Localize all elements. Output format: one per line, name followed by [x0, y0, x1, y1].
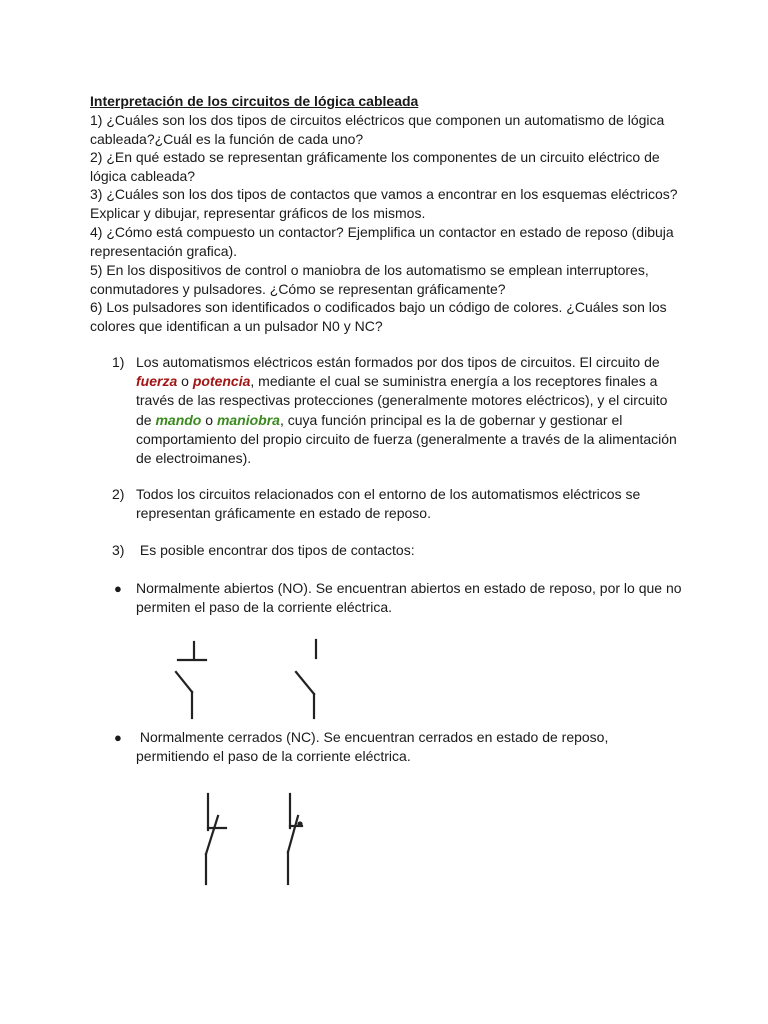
- bullet-icon: ●: [114, 581, 122, 596]
- question-4: 4) ¿Cómo está compuesto un contactor? Ejemplifica un contactor en estado de reposo (dibuja representación grafica).: [90, 224, 674, 259]
- question-3: 3) ¿Cuáles son los dos tipos de contactos que vamos a encontrar en los esquemas eléctricos? Explicar y dibujar, representar gráficos de los mismos.: [90, 186, 678, 221]
- term-mando: mando: [155, 411, 202, 428]
- text-run: Los automatismos eléctricos están formados por dos tipos de circuitos. El circuito de: [136, 354, 660, 370]
- answer-number: 1): [112, 354, 125, 370]
- text-run: , cuya función principal es la de gobernar y gestionar el comportamiento del propio circuito de fuerza (generalmente a través de la alimentación de electroimanes).: [136, 411, 677, 467]
- answer-text: [136, 353, 684, 468]
- no-contact-diagram: [136, 628, 368, 724]
- text-run: o: [177, 373, 193, 390]
- bullet-text: Normalmente abiertos (NO). Se encuentran abiertos en estado de reposo, por lo que no permiten el paso de la corriente eléctrica.: [136, 580, 682, 616]
- term-potencia: potencia: [192, 373, 251, 390]
- text-run: o: [201, 411, 217, 428]
- answer-number: 3): [112, 542, 125, 558]
- text-run: , mediante el cual se suministra energía a los receptores finales a través de las respectivas protecciones (generalmente motores eléctricos), y el circuito de: [136, 373, 668, 428]
- document-title: Interpretación de los circuitos de lógica cableada: [90, 93, 419, 109]
- question-1: 1) ¿Cuáles son los dos tipos de circuitos eléctricos que componen un automatismo de lógica cableada?¿Cuál es la función de cada uno?: [90, 112, 665, 147]
- term-maniobra: maniobra: [216, 411, 280, 428]
- question-5: 5) En los dispositivos de control o maniobra de los automatismo se emplean interruptores, conmutadores y pulsadores. ¿Cómo se representan gráficamente?: [90, 262, 649, 297]
- term-fuerza: fuerza: [136, 373, 178, 390]
- question-2: 2) ¿En qué estado se representan gráficamente los componentes de un circuito eléctrico de lógica cableada?: [90, 149, 660, 184]
- no-contact-symbols: [136, 628, 368, 724]
- nc-contact-symbols: [136, 780, 372, 900]
- nc-contact-diagram: [136, 780, 372, 900]
- question-6: 6) Los pulsadores son identificados o codificados bajo un código de colores. ¿Cuáles son los colores que identifican a un pulsador N0 y NC?: [90, 299, 667, 334]
- bullet-text: Normalmente cerrados (NC). Se encuentran cerrados en estado de reposo, permitiendo el paso de la corriente eléctrica.: [136, 729, 613, 765]
- answer-text: Todos los circuitos relacionados con el entorno de los automatismos eléctricos se representan gráficamente en estado de reposo.: [136, 486, 641, 522]
- answer-number: 2): [112, 486, 125, 502]
- bullet-icon: ●: [114, 730, 122, 745]
- answer-text: Es posible encontrar dos tipos de contactos:: [136, 542, 415, 558]
